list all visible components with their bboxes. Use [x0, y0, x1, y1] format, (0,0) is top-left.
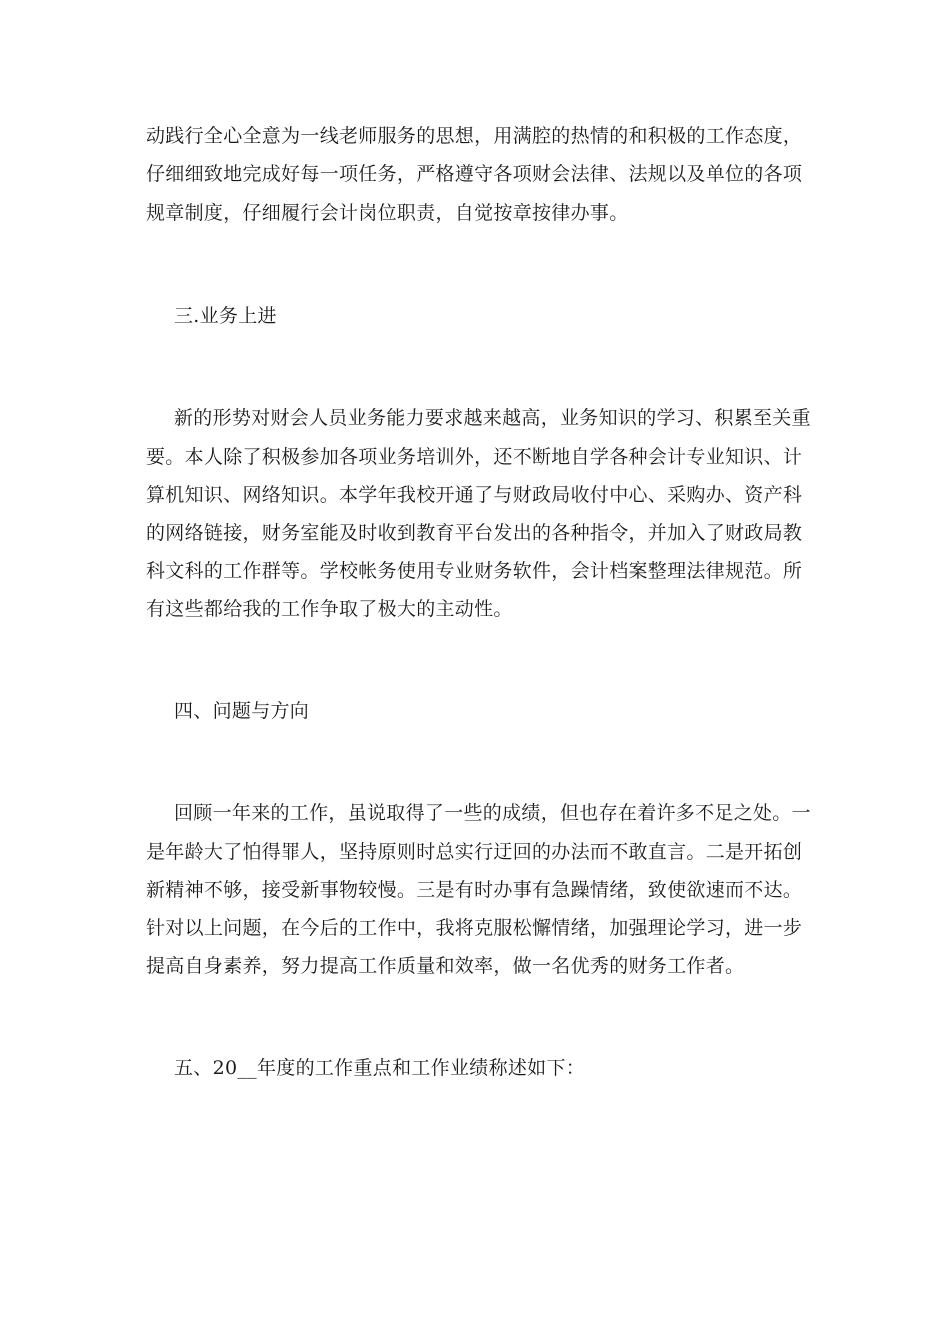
- paragraph-line: 回顾一年来的工作，虽说取得了一些的成绩，但也存在着许多不足之处。一: [174, 802, 811, 824]
- section-heading-3: 三.业务上进: [174, 305, 277, 327]
- paragraph-line: 动践行全心全意为一线老师服务的思想，用满腔的热情的和积极的工作态度，: [146, 125, 803, 147]
- paragraph-line: 新精神不够，接受新事物较慢。三是有时办事有急躁情绪，致使欲速而不达。: [146, 879, 803, 901]
- paragraph-line: 新的形势对财会人员业务能力要求越来越高，业务知识的学习、积累至关重: [174, 407, 811, 429]
- paragraph-line: 提高自身素养，努力提高工作质量和效率，做一名优秀的财务工作者。: [146, 955, 745, 977]
- section-heading-4: 四、问题与方向: [174, 700, 310, 722]
- paragraph-line: 算机知识、网络知识。本学年我校开通了与财政局收付中心、采购办、资产科: [146, 484, 803, 506]
- paragraph-line: 要。本人除了积极参加各项业务培训外，还不断地自学各种会计专业知识、计: [146, 446, 803, 468]
- section-heading-5: 五、20__年度的工作重点和工作业绩称述如下：: [174, 1057, 586, 1079]
- paragraph-line: 的网络链接，财务室能及时收到教育平台发出的各种指令，并加入了财政局教: [146, 522, 803, 544]
- paragraph-line: 规章制度，仔细履行会计岗位职责，自觉按章按律办事。: [146, 202, 629, 224]
- paragraph-line: 有这些都给我的工作争取了极大的主动性。: [146, 598, 513, 620]
- paragraph-line: 是年龄大了怕得罪人，坚持原则时总实行迂回的办法而不敢直言。二是开拓创: [146, 841, 803, 863]
- paragraph-line: 仔细细致地完成好每一项任务，严格遵守各项财会法律、法规以及单位的各项: [146, 163, 803, 185]
- paragraph-line: 科文科的工作群等。学校帐务使用专业财务软件，会计档案整理法律规范。所: [146, 560, 803, 582]
- paragraph-line: 针对以上问题，在今后的工作中，我将克服松懈情绪，加强理论学习，进一步: [146, 917, 803, 939]
